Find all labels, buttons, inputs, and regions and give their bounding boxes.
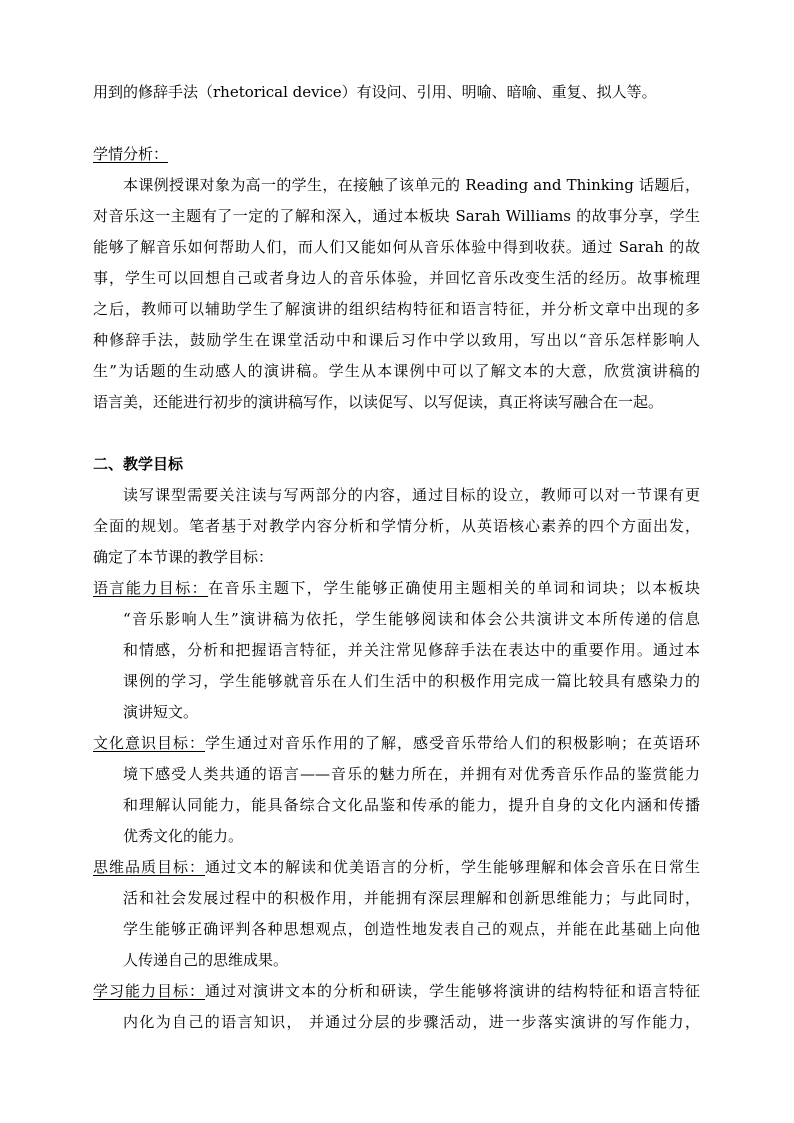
goal-label: 思维品质目标： [93, 858, 205, 876]
goal-line: 学生能够正确评判各种思想观点，创造性地发表自己的观点，并能在此基础上向他 [123, 920, 700, 938]
goal-text: 通过文本的解读和优美语言的分析，学生能够理解和体会音乐在日常生 [205, 858, 700, 876]
goal-line: 内化为自己的语言知识， 并通过分层的步骤活动，进一步落实演讲的写作能力， [123, 1013, 700, 1031]
goal-first-line [93, 573, 700, 604]
goal-line: 活和社会发展过程中的积极作用，并能拥有深层理解和创新思维能力；与此同时， [123, 889, 700, 907]
section-line: 全面的规划。笔者基于对教学内容分析和学情分析，从英语核心素养的四个方面出发， [93, 517, 700, 535]
goal-line: “音乐影响人生”演讲稿为依托，学生能够阅读和体会公共演讲文本所传递的信息 [123, 610, 700, 628]
analysis-line: 对音乐这一主题有了一定的了解和深入，通过本板块 Sarah Williams 的故事分享，学生 [93, 207, 700, 225]
goal-text: 学生通过对音乐作用的了解，感受音乐带给人们的积极影响；在英语环 [205, 734, 700, 752]
goal-line: 和情感，分析和把握语言特征，并关注常见修辞手法在表达中的重要作用。通过本 [123, 641, 700, 659]
analysis-heading-line [93, 139, 700, 170]
analysis-line: 事，学生可以回想自己或者身边人的音乐体验，并回忆音乐改变生活的经历。故事梳理 [93, 269, 700, 287]
goal-text: 通过对演讲文本的分析和研读，学生能够将演讲的结构特征和语言特征 [205, 982, 700, 1000]
goal-line: 课例的学习，学生能够就音乐在人们生活中的积极作用完成一篇比较具有感染力的 [123, 672, 700, 690]
goal-label: 语言能力目标： [93, 579, 209, 597]
goal-label: 文化意识目标： [93, 734, 205, 752]
analysis-line: 本课例授课对象为高一的学生，在接触了该单元的 Reading and Thinking 话题后， [123, 176, 700, 194]
goal-first-line [93, 852, 700, 883]
section-heading: 二、教学目标 [93, 455, 184, 473]
goal-line: 优秀文化的能力。 [123, 827, 244, 845]
section-line: 读写课型需要关注读与写两部分的内容，通过目标的设立，教师可以对一节课有更 [123, 486, 700, 504]
analysis-line: 之后，教师可以辅助学生了解演讲的组织结构特征和语言特征，并分析文章中出现的多 [93, 300, 700, 318]
analysis-line: 生”为话题的生动感人的演讲稿。学生从本课例中可以了解文本的大意，欣赏演讲稿的 [93, 362, 700, 380]
analysis-heading: 学情分析： [93, 145, 169, 163]
goal-text: 在音乐主题下，学生能够正确使用主题相关的单词和词块；以本板块 [208, 579, 700, 597]
goal-first-line [93, 976, 700, 1007]
analysis-line: 语言美，还能进行初步的演讲稿写作，以读促写、以写促读，真正将读写融合在一起。 [93, 393, 664, 411]
goal-line: 演讲短文。 [123, 703, 199, 721]
document-page [93, 77, 700, 1038]
goal-line: 境下感受人类共通的语言——音乐的魅力所在，并拥有对优秀音乐作品的鉴赏能力 [123, 765, 700, 783]
blank-line [93, 108, 700, 139]
analysis-line: 能够了解音乐如何帮助人们，而人们又能如何从音乐体验中得到收获。通过 Sarah 的故 [93, 238, 700, 256]
intro-line: 用到的修辞手法（rhetorical device）有设问、引用、明喻、暗喻、重复、拟人等。 [93, 83, 657, 101]
blank-line [93, 418, 700, 449]
goal-line: 人传递自己的思维成果。 [123, 951, 289, 969]
goal-label: 学习能力目标： [93, 982, 205, 1000]
analysis-line: 种修辞手法，鼓励学生在课堂活动中和课后习作中学以致用，写出以“音乐怎样影响人 [93, 331, 700, 349]
goal-line: 和理解认同能力，能具备综合文化品鉴和传承的能力，提升自身的文化内涵和传播 [123, 796, 700, 814]
goal-first-line [93, 728, 700, 759]
section-line: 确定了本节课的教学目标： [93, 548, 274, 566]
